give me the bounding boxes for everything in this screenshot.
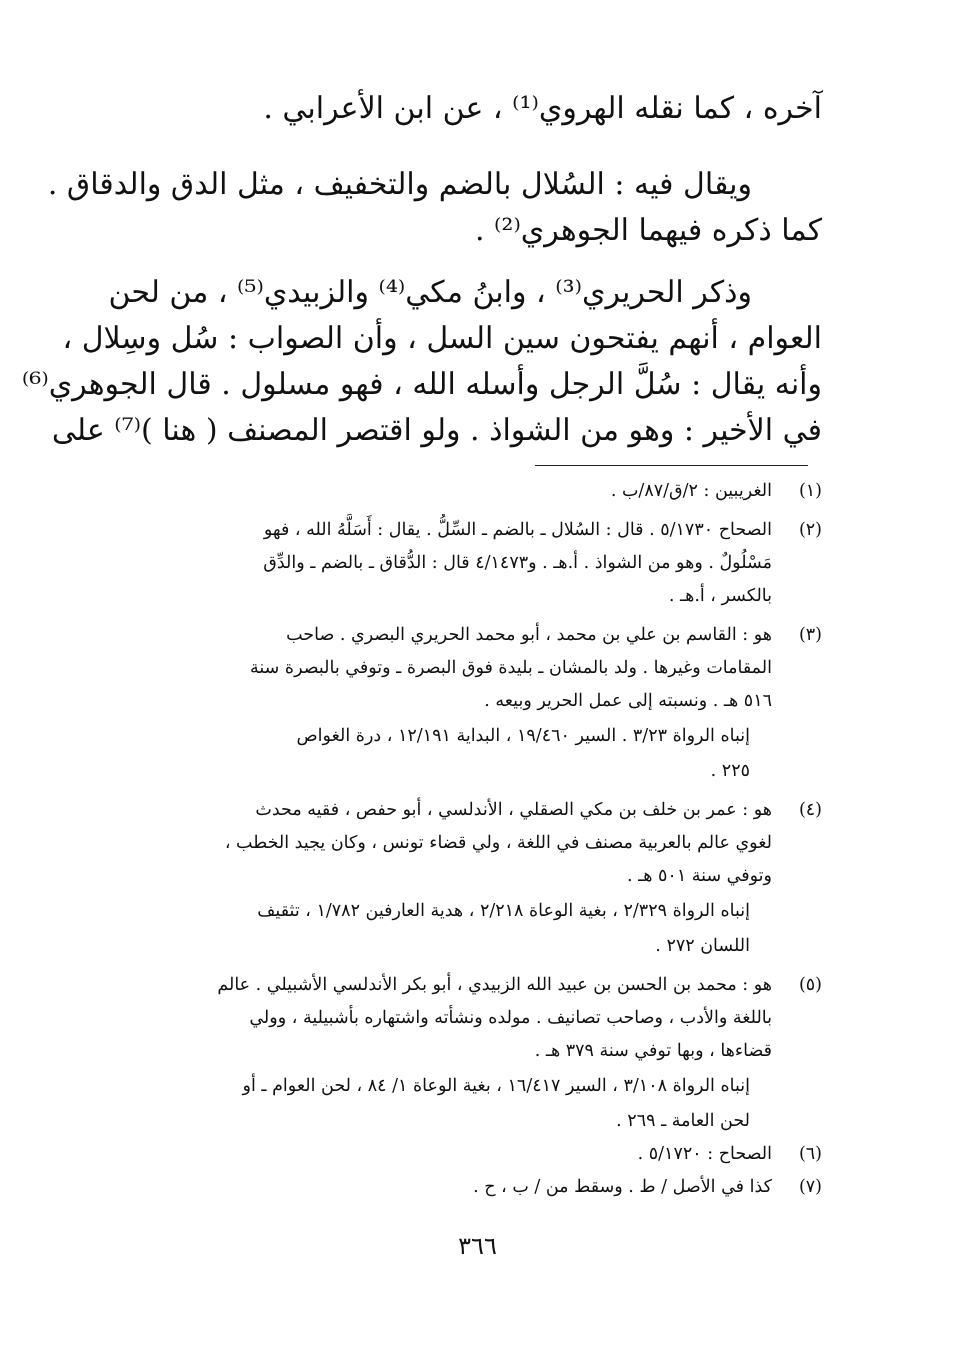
main-paragraph-3: [21, 270, 822, 454]
main-paragraph-1: [112, 86, 822, 132]
main-paragraph-2: [47, 162, 822, 254]
footnote-2: [112, 514, 822, 613]
footnote-line: كذا في الأصل / ط . وسقط من / ب ، ح .: [473, 1177, 772, 1197]
main-text-line: في الأخير : وهو من الشواذ . ولو اقتصر المصنف ( هنا )⁽⁷⁾ على: [51, 413, 822, 448]
footnote-line: الغريبين : ٢/ق/٨٧/ب .: [610, 481, 772, 501]
footnote-number: (٢): [798, 520, 822, 540]
footnote-line: هو : محمد بن الحسن بن عبيد الله الزبيدي ، أبو بكر الأندلسي الأشبيلي . عالم: [217, 975, 772, 995]
footnote-6: [112, 1138, 822, 1171]
footnote-number: (٣): [798, 625, 822, 645]
main-text-line: ويقال فيه : السُلال بالضم والتخفيف ، مثل الدق والدقاق .: [47, 167, 752, 202]
footnote-number: (٧): [798, 1177, 822, 1197]
footnote-line: بالكسر ، أ.هـ .: [668, 586, 772, 606]
footnote-line: المقامات وغيرها . ولد بالمشان ـ بليدة فوق البصرة ـ وتوفي بالبصرة سنة: [250, 658, 772, 678]
footnote-3: [112, 619, 822, 788]
footnote-1: [112, 475, 822, 508]
main-text-line: العوام ، أنهم يفتحون سين السل ، وأن الصواب : سُل وسِلال ،: [62, 321, 822, 356]
footnote-reference-line: إنباه الرواة ٣/٢٣ . السير ١٩/٤٦٠ ، البداية ١٢/١٩١ ، درة الغواص: [296, 726, 750, 746]
footnote-7: [112, 1171, 822, 1204]
main-text-line: كما ذكره فيهما الجوهري⁽²⁾ .: [474, 213, 822, 248]
footnote-line: مَسْلُولٌ . وهو من الشواذ . أ.هـ . و٤/١٤٧٣ قال : الدُّقاق ـ بالضم ـ والدِّق: [263, 553, 772, 573]
footnote-separator: [535, 465, 808, 466]
footnote-line: قضاءها ، وبها توفي سنة ٣٧٩ هـ .: [534, 1041, 772, 1061]
footnote-line: ٥١٦ هـ . ونسبته إلى عمل الحرير وبيعه .: [484, 691, 772, 711]
footnote-5: [112, 969, 822, 1138]
footnote-line: وتوفي سنة ٥٠١ هـ .: [626, 866, 772, 886]
footnote-reference-line: لحن العامة ـ ٢٦٩ .: [616, 1111, 750, 1131]
footnote-line: هو : القاسم بن علي بن محمد ، أبو محمد الحريري البصري . صاحب: [286, 625, 772, 645]
footnote-number: (١): [798, 481, 822, 501]
page-number: ٣٦٦: [458, 1232, 497, 1260]
footnote-line: لغوي عالم بالعربية مصنف في اللغة ، ولي قضاء تونس ، وكان يجيد الخطب ،: [224, 833, 772, 853]
footnote-line: الصحاح : ٥/١٧٢٠ .: [637, 1144, 772, 1164]
footnote-number: (٤): [798, 800, 822, 820]
footnote-line: هو : عمر بن خلف بن مكي الصقلي ، الأندلسي ، أبو حفص ، فقيه محدث: [255, 800, 772, 820]
footnote-4: [112, 794, 822, 963]
footnote-line: الصحاح ٥/١٧٣٠ . قال : السُلال ـ بالضم ـ السِّلُّ . يقال : أَسَلَّهُ الله ، فهو: [263, 520, 772, 540]
footnote-reference-line: ٢٢٥ .: [710, 761, 750, 781]
footnotes: [112, 475, 822, 1204]
footnote-reference-line: إنباه الرواة ٣/١٠٨ ، السير ١٦/٤١٧ ، بغية الوعاة ١/ ٨٤ ، لحن العوام ـ أو: [242, 1076, 750, 1096]
footnote-number: (٥): [798, 975, 822, 995]
footnote-number: (٦): [798, 1144, 822, 1164]
main-text-line: وذكر الحريري⁽³⁾ ، وابنُ مكي⁽⁴⁾ والزبيدي⁽⁵⁾ ، من لحن: [108, 275, 752, 310]
main-text-line: آخره ، كما نقله الهروي⁽¹⁾ ، عن ابن الأعرابي .: [263, 91, 822, 126]
footnote-reference-line: اللسان ٢٧٢ .: [655, 936, 750, 956]
main-text-line: وأنه يقال : سُلَّ الرجل وأسله الله ، فهو مسلول . قال الجوهري⁽⁶⁾: [21, 367, 822, 402]
footnote-reference-line: إنباه الرواة ٢/٣٢٩ ، بغية الوعاة ٢/٢١٨ ، هدية العارفين ١/٧٨٢ ، تثقيف: [257, 901, 750, 921]
footnote-line: باللغة والأدب ، وصاحب تصانيف . مولده ونشأته واشتهاره بأشبيلية ، وولي: [249, 1008, 772, 1028]
